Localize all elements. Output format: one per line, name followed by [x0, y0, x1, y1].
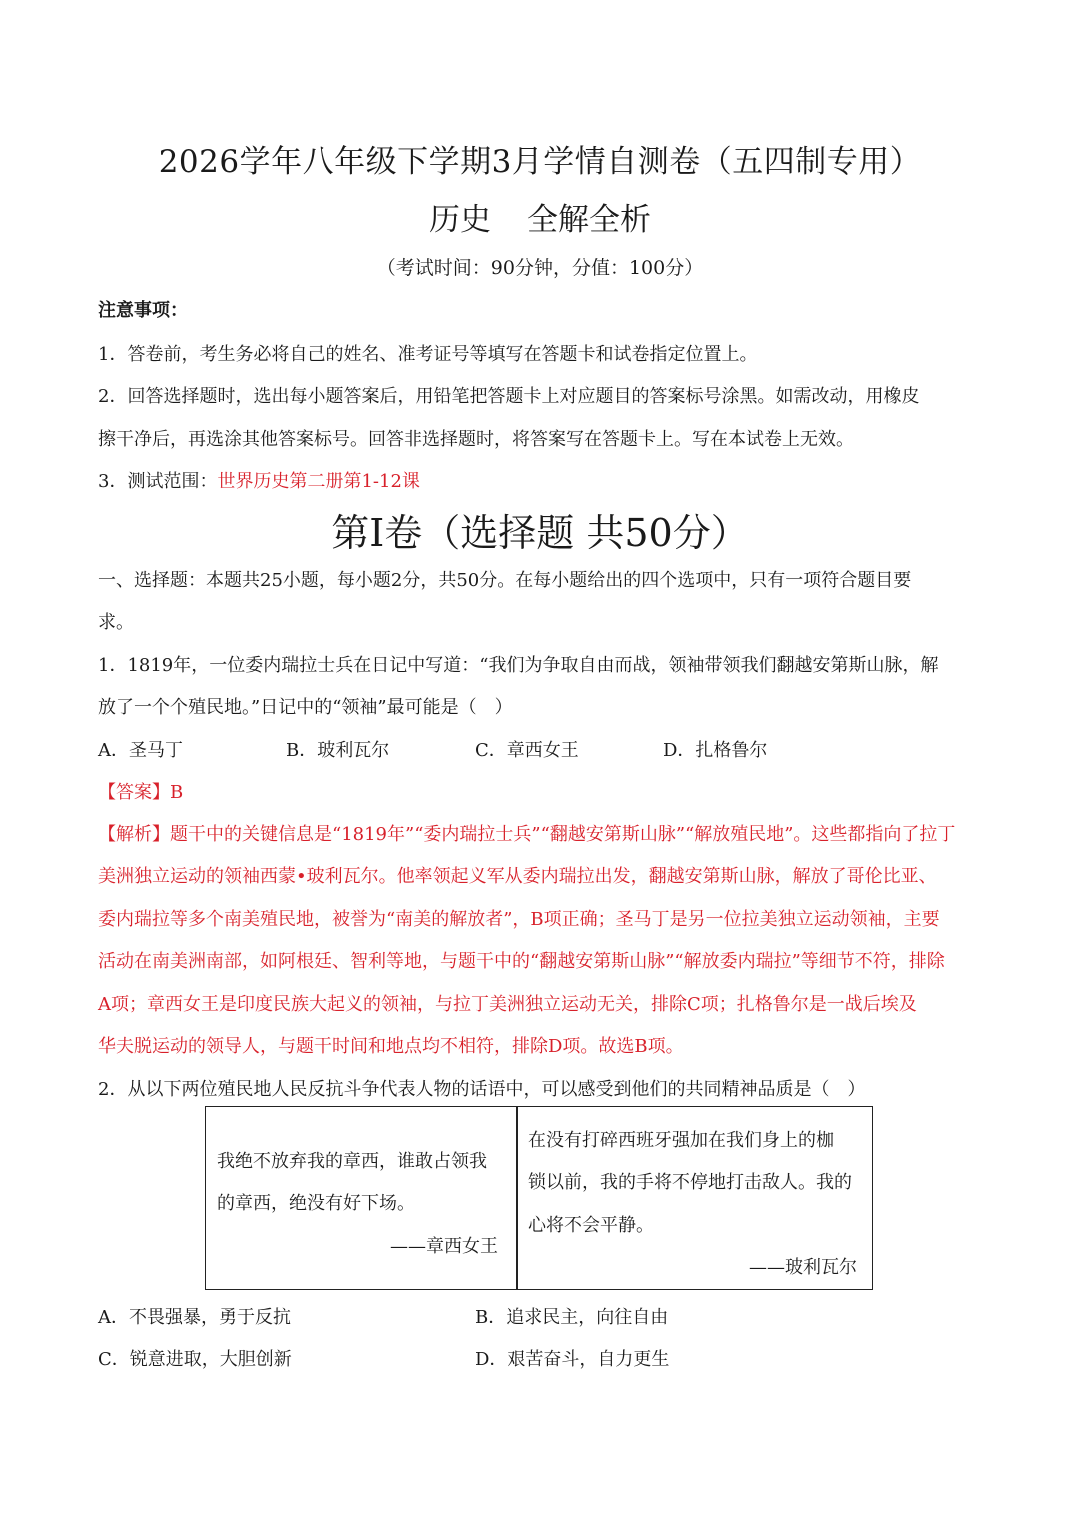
right-quote-author: ——玻利瓦尔: [749, 1257, 857, 1278]
q2-quote-table: [205, 1106, 873, 1290]
section-title: 第Ⅰ卷（选择题 共50分）: [331, 511, 749, 555]
q1-analysis-line-1: 【解析】题干中的关键信息是“1819年”“委内瑞拉士兵”“翻越安第斯山脉”“解放殖民地”。这些都指向了拉丁: [98, 824, 956, 845]
analysis-label: 全解全析: [527, 202, 651, 238]
q1-option-d: D．扎格鲁尔: [663, 740, 768, 761]
note-item-1: 1．答卷前，考生务必将自己的姓名、准考证号等填写在答题卡和试卷指定位置上。: [98, 344, 758, 365]
right-quote-line-3: 心将不会平静。: [528, 1215, 654, 1236]
left-quote-line-2: 的章西，绝没有好下场。: [217, 1193, 415, 1214]
note-item-2-line-2: 擦干净后，再选涂其他答案标号。回答非选择题时，将答案写在答题卡上。写在本试卷上无效。: [98, 429, 854, 450]
q1-analysis-line-6: 华夫脱运动的领导人，与题干时间和地点均不相符，排除D项。故选B项。: [98, 1036, 684, 1057]
q2-option-a: A．不畏强暴，勇于反抗: [98, 1307, 291, 1328]
exam-info: （考试时间：90分钟，分值：100分）: [376, 257, 704, 279]
note-item-2-line-1: 2．回答选择题时，选出每小题答案后，用铅笔把答题卡上对应题目的答案标号涂黑。如需改动，用橡皮: [98, 386, 920, 407]
scope-value: 世界历史第二册第1-12课: [217, 471, 420, 492]
q1-analysis-line-5: A项；章西女王是印度民族大起义的领袖，与拉丁美洲独立运动无关，排除C项；扎格鲁尔是一战后埃及: [98, 994, 917, 1015]
q2-stem: 2．从以下两位殖民地人民反抗斗争代表人物的话语中，可以感受到他们的共同精神品质是（ ）: [98, 1079, 866, 1100]
q2-option-d: D．艰苦奋斗，自力更生: [475, 1349, 670, 1370]
section-instructions-line-1: 一、选择题：本题共25小题，每小题2分，共50分。在每小题给出的四个选项中，只有一项符合题目要: [98, 570, 912, 591]
q1-analysis-line-4: 活动在南美洲南部，如阿根廷、智利等地，与题干中的“翻越安第斯山脉”“解放委内瑞拉”等细节不符，排除: [98, 951, 945, 972]
table-divider: [516, 1107, 518, 1289]
q1-analysis-line-2: 美洲独立运动的领袖西蒙•玻利瓦尔。他率领起义军从委内瑞拉出发，翻越安第斯山脉，解放了哥伦比亚、: [98, 866, 937, 887]
exam-title: 2026学年八年级下学期3月学情自测卷（五四制专用）: [158, 144, 922, 180]
right-quote-line-1: 在没有打碎西班牙强加在我们身上的枷: [528, 1130, 834, 1151]
q1-option-c: C．章西女王: [475, 740, 579, 761]
notes-heading: 注意事项：: [98, 300, 188, 321]
right-quote-line-2: 锁以前，我的手将不停地打击敌人。我的: [528, 1172, 852, 1193]
section-instructions-line-2: 求。: [98, 612, 134, 633]
left-quote-line-1: 我绝不放弃我的章西，谁敢占领我: [217, 1151, 487, 1172]
subject-label: 历史: [429, 202, 491, 238]
exam-subtitle: [0, 194, 1080, 239]
q2-option-b: B．追求民主，向往自由: [475, 1307, 669, 1328]
q1-option-a: A．圣马丁: [98, 740, 183, 761]
q1-analysis-line-3: 委内瑞拉等多个南美殖民地，被誉为“南美的解放者”，B项正确；圣马丁是另一位拉美独立运动领袖，主要: [98, 909, 940, 930]
q1-stem-line-2: 放了一个个殖民地。”日记中的“领袖”最可能是（ ）: [98, 697, 513, 718]
scope-label: 3．测试范围：: [98, 471, 218, 492]
q1-stem-line-1: 1．1819年，一位委内瑞拉士兵在日记中写道：“我们为争取自由而战，领袖带领我们翻越安第斯山脉，解: [98, 655, 939, 676]
q1-option-b: B．玻利瓦尔: [286, 740, 390, 761]
q1-answer: 【答案】B: [98, 782, 184, 803]
left-quote-author: ——章西女王: [390, 1236, 498, 1257]
note-item-3: [98, 467, 420, 493]
q2-option-c: C．锐意进取，大胆创新: [98, 1349, 292, 1370]
